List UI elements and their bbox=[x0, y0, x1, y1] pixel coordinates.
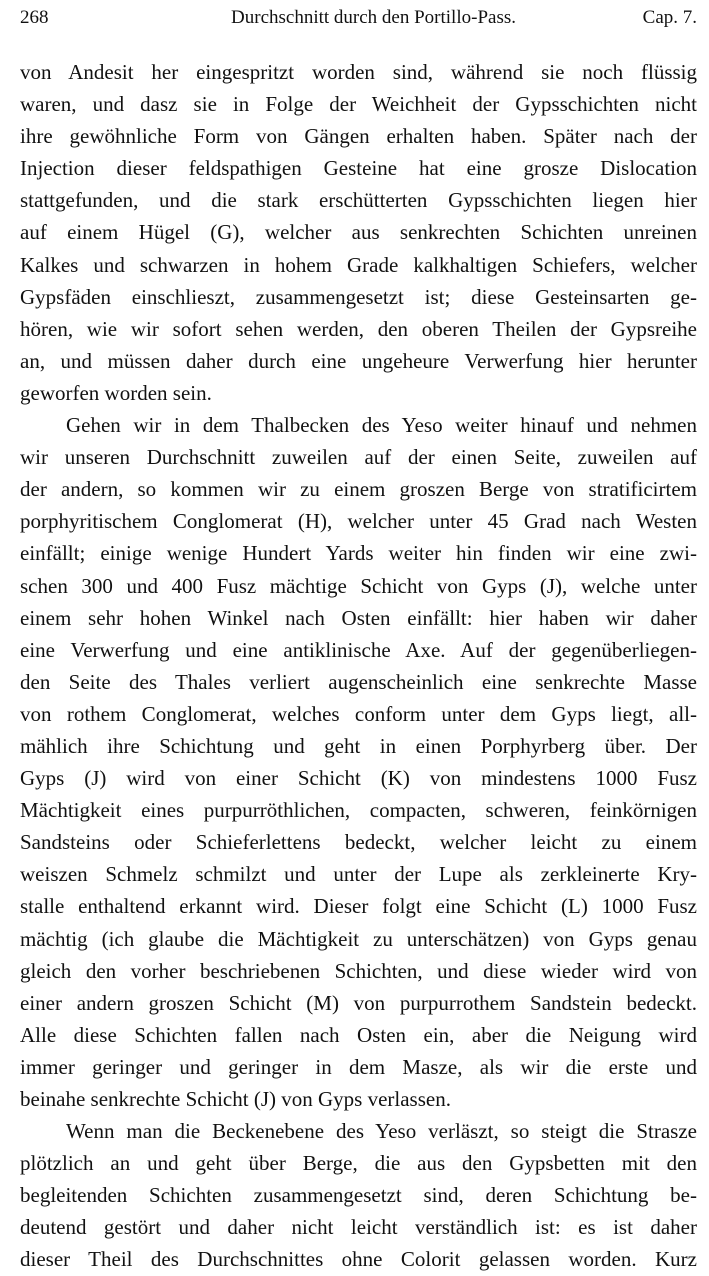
paragraph-start-line: Gehen wir in dem Thalbecken des Yeso weiter hinauf und nehmen bbox=[66, 413, 697, 438]
text-line: Gyps (J) wird von einer Schicht (K) von mindestens 1000 Fusz bbox=[20, 766, 697, 791]
text-line: Mächtigkeit eines purpurröthlichen, compacten, schweren, feinkörnigen bbox=[20, 798, 697, 823]
text-line: den Seite des Thales verliert augenscheinlich eine senkrechte Masse bbox=[20, 669, 697, 694]
text-line: einer andern groszen Schicht (M) von purpurrothem Sandstein bedeckt. bbox=[20, 990, 697, 1015]
text-line: deutend gestört und daher nicht leicht verständlich ist: es ist daher bbox=[20, 1215, 697, 1240]
text-line: plötzlich an und geht über Berge, die aus den Gypsbetten mit den bbox=[20, 1151, 697, 1176]
text-line: immer geringer und geringer in dem Masze, als wir die erste und bbox=[20, 1054, 697, 1079]
text-line: auf einem Hügel (G), welcher aus senkrechten Schichten unreinen bbox=[20, 220, 697, 245]
body-text bbox=[20, 56, 697, 1276]
text-line: Kalkes und schwarzen in hohem Grade kalkhaltigen Schiefers, welcher bbox=[20, 252, 697, 277]
page-number: 268 bbox=[20, 7, 49, 28]
text-line: begleitenden Schichten zusammengesetzt sind, deren Schichtung be- bbox=[20, 1183, 697, 1208]
text-line: waren, und dasz sie in Folge der Weichheit der Gypsschichten nicht bbox=[20, 92, 697, 117]
paragraph-end-line: beinahe senkrechte Schicht (J) von Gyps verlassen. bbox=[20, 1087, 451, 1111]
text-line: mächtig (ich glaube die Mächtigkeit zu unterschätzen) von Gyps genau bbox=[20, 926, 697, 951]
text-line: dieser Theil des Durchschnittes ohne Colorit gelassen worden. Kurz bbox=[20, 1247, 697, 1272]
text-line: Alle diese Schichten fallen nach Osten ein, aber die Neigung wird bbox=[20, 1022, 697, 1047]
text-line: Gypsfäden einschlieszt, zusammengesetzt ist; diese Gesteinsarten ge- bbox=[20, 284, 697, 309]
text-line: stattgefunden, und die stark erschütterten Gypsschichten liegen hier bbox=[20, 188, 697, 213]
text-line: einem sehr hohen Winkel nach Osten einfällt: hier haben wir daher bbox=[20, 605, 697, 630]
text-line: schen 300 und 400 Fusz mächtige Schicht von Gyps (J), welche unter bbox=[20, 573, 697, 598]
running-title: Durchschnitt durch den Portillo-Pass. bbox=[231, 7, 516, 28]
text-line: an, und müssen daher durch eine ungeheure Verwerfung hier herunter bbox=[20, 348, 697, 373]
text-line: gleich den vorher beschriebenen Schichten, und diese wieder wird von bbox=[20, 958, 697, 983]
text-line: von Andesit her eingespritzt worden sind, während sie noch flüssig bbox=[20, 60, 697, 84]
page-header bbox=[20, 4, 697, 32]
paragraph-start-line: Wenn man die Beckenebene des Yeso verläszt, so steigt die Strasze bbox=[66, 1119, 697, 1144]
text-line: Injection dieser feldspathigen Gesteine hat eine grosze Dislocation bbox=[20, 156, 697, 181]
text-line: stalle enthaltend erkannt wird. Dieser folgt eine Schicht (L) 1000 Fusz bbox=[20, 894, 697, 919]
chapter-label: Cap. 7. bbox=[642, 7, 697, 28]
text-line: wir unseren Durchschnitt zuweilen auf der einen Seite, zuweilen auf bbox=[20, 445, 697, 470]
text-line: einfällt; einige wenige Hundert Yards weiter hin finden wir eine zwi- bbox=[20, 541, 697, 566]
text-line: ihre gewöhnliche Form von Gängen erhalten haben. Später nach der bbox=[20, 124, 697, 149]
text-line: Sandsteins oder Schieferlettens bedeckt, welcher leicht zu einem bbox=[20, 830, 697, 855]
text-line: der andern, so kommen wir zu einem groszen Berge von stratificirtem bbox=[20, 477, 697, 502]
text-line: hören, wie wir sofort sehen werden, den oberen Theilen der Gypsreihe bbox=[20, 316, 697, 341]
text-line: eine Verwerfung und eine antiklinische Axe. Auf der gegenüberliegen- bbox=[20, 637, 697, 662]
text-line: weiszen Schmelz schmilzt und unter der Lupe als zerkleinerte Kry- bbox=[20, 862, 697, 887]
text-line: mählich ihre Schichtung und geht in einen Porphyrberg über. Der bbox=[20, 733, 697, 758]
text-line: von rothem Conglomerat, welches conform unter dem Gyps liegt, all- bbox=[20, 701, 697, 726]
text-line: porphyritischem Conglomerat (H), welcher unter 45 Grad nach Westen bbox=[20, 509, 697, 534]
paragraph-end-line: geworfen worden sein. bbox=[20, 380, 212, 405]
